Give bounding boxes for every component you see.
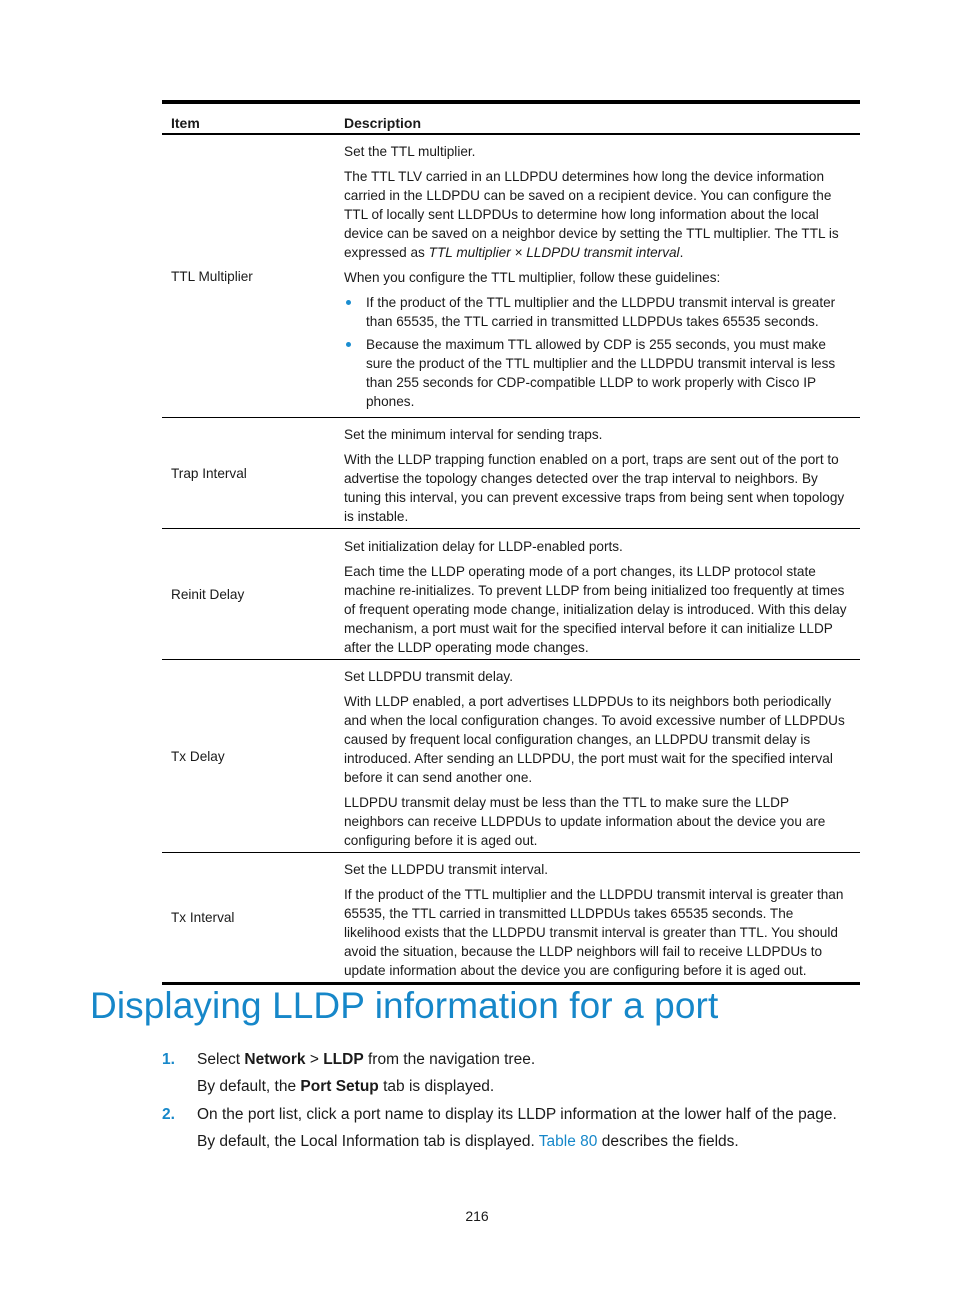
step-note xyxy=(197,1131,862,1153)
step-number: 2. xyxy=(162,1106,175,1123)
table-row xyxy=(162,660,860,853)
step-note-part: By default, the xyxy=(197,1078,301,1095)
table-header-row xyxy=(162,102,860,134)
desc-paragraph: Set initialization delay for LLDP-enabled ports. xyxy=(344,538,623,554)
bullet-icon xyxy=(346,342,351,347)
step-number: 1. xyxy=(162,1051,175,1068)
table-row xyxy=(162,134,860,418)
desc-paragraph: Set the LLDPDU transmit interval. xyxy=(344,862,548,877)
row-item-tx-delay: Tx Delay xyxy=(162,660,337,853)
step-note-part: describes the fields. xyxy=(597,1133,739,1150)
desc-paragraph: If the product of the TTL multiplier and the LLDPDU transmit interval is greater than 65535, the TTL carried in transmitted LLDPDUs takes 65535 seconds. The likelihood exists that the LLDPDU transmit interval is greater than TTL. You should avoid the situation, because the LLDP neighbors will fail to receive LLDPDUs to update information about the device you are configuring before it is aged out. xyxy=(344,887,844,978)
header-item: Item xyxy=(162,102,337,134)
desc-paragraph: Set the minimum interval for sending traps. xyxy=(344,427,603,442)
header-description: Description xyxy=(337,102,860,134)
desc-paragraph: Set the TTL multiplier. xyxy=(344,144,476,159)
row-item-tx-interval: Tx Interval xyxy=(162,853,337,984)
desc-paragraph: When you configure the TTL multiplier, follow these guidelines: xyxy=(344,270,721,285)
table-row xyxy=(162,418,860,529)
desc-paragraph: With LLDP enabled, a port advertises LLDPDUs to its neighbors both periodically and when the local configuration changes. To avoid excessive number of LLDPDUs caused by frequent local configuration changes, an LLDPDU transmit delay is introduced. After sending an LLDPDU, the port must wait for the specified interval before it can send another one. xyxy=(344,694,845,785)
desc-text: The TTL TLV carried in an LLDPDU determines how long the device information carried in the LLDPDU can be saved on a recipient device. You can configure the TTL of locally sent LLDPDUs to determine how long information about the local device can be saved on a neighbor device by setting the TTL multiplier. The TTL is expressed as xyxy=(344,169,839,260)
step-2 xyxy=(162,1104,862,1153)
section-heading: Displaying LLDP information for a port xyxy=(90,985,719,1026)
parameters-table-container xyxy=(162,100,860,985)
table-row xyxy=(162,853,860,984)
desc-paragraph: LLDPDU transmit delay must be less than the TTL to make sure the LLDP neighbors can receive LLDPDUs to update information about the device you are configuring before it is aged out. xyxy=(344,795,826,848)
table-80-link[interactable]: Table 80 xyxy=(538,1133,598,1150)
row-item-reinit-delay: Reinit Delay xyxy=(162,529,337,660)
step-text: On the port list, click a port name to display its LLDP information at the lower half of the page. xyxy=(197,1106,837,1123)
step-text xyxy=(197,1049,862,1071)
list-item-text: If the product of the TTL multiplier and the LLDPDU transmit interval is greater than 65535, the TTL carried in transmitted LLDPDUs takes 65535 seconds. xyxy=(366,295,836,329)
desc-paragraph: With the LLDP trapping function enabled on a port, traps are sent out of the port to advertise the topology changes detected over the trap interval to neighbors. By tuning this interval, you can prevent excessive traps from being sent when topology is instable. xyxy=(344,452,845,524)
bullet-icon xyxy=(346,300,351,305)
row-description-reinit-delay xyxy=(337,529,860,660)
row-description-trap-interval xyxy=(337,418,860,529)
step-text-part: > xyxy=(305,1051,324,1068)
step-note-part: By default, the Local Information tab is displayed. xyxy=(197,1133,539,1150)
row-description-ttl-multiplier xyxy=(337,134,860,418)
row-item-ttl-multiplier: TTL Multiplier xyxy=(162,134,337,418)
list-item xyxy=(344,335,852,411)
guideline-list xyxy=(344,293,852,411)
tab-term-port-setup: Port Setup xyxy=(300,1078,379,1095)
desc-paragraph: Set LLDPDU transmit delay. xyxy=(344,669,513,684)
step-text-part: from the navigation tree. xyxy=(363,1051,536,1068)
step-text-part: Select xyxy=(197,1051,245,1068)
table-row xyxy=(162,529,860,660)
desc-paragraph xyxy=(344,167,852,262)
row-description-tx-interval xyxy=(337,853,860,984)
desc-paragraph: Each time the LLDP operating mode of a port changes, its LLDP protocol state machine re-initializes. To prevent LLDP from being initialized too frequently at times of frequent operating mode change, initialization delay is introduced. With this delay mechanism, a port must wait for the specified interval before it can initialize LLDP after the LLDP operating mode changes. xyxy=(344,563,847,655)
parameters-table xyxy=(162,100,860,985)
procedure-steps xyxy=(162,1049,862,1153)
step-note-part: tab is displayed. xyxy=(378,1078,495,1095)
menu-term-network: Network xyxy=(244,1051,306,1068)
list-item-text: Because the maximum TTL allowed by CDP is 255 seconds, you must make sure the product of the TTL multiplier and the LLDPDU transmit interval is less than 255 seconds for CDP-compatible LLDP to work properly with Cisco IP phones. xyxy=(366,337,836,409)
list-item xyxy=(344,293,852,331)
step-note xyxy=(197,1076,862,1098)
row-item-trap-interval: Trap Interval xyxy=(162,418,337,529)
desc-formula: TTL multiplier × LLDPDU transmit interval xyxy=(428,245,680,260)
desc-text: . xyxy=(679,245,684,260)
row-description-tx-delay xyxy=(337,660,860,853)
step-1 xyxy=(162,1049,862,1098)
page-number: 216 xyxy=(465,1208,489,1224)
menu-term-lldp: LLDP xyxy=(323,1051,364,1068)
